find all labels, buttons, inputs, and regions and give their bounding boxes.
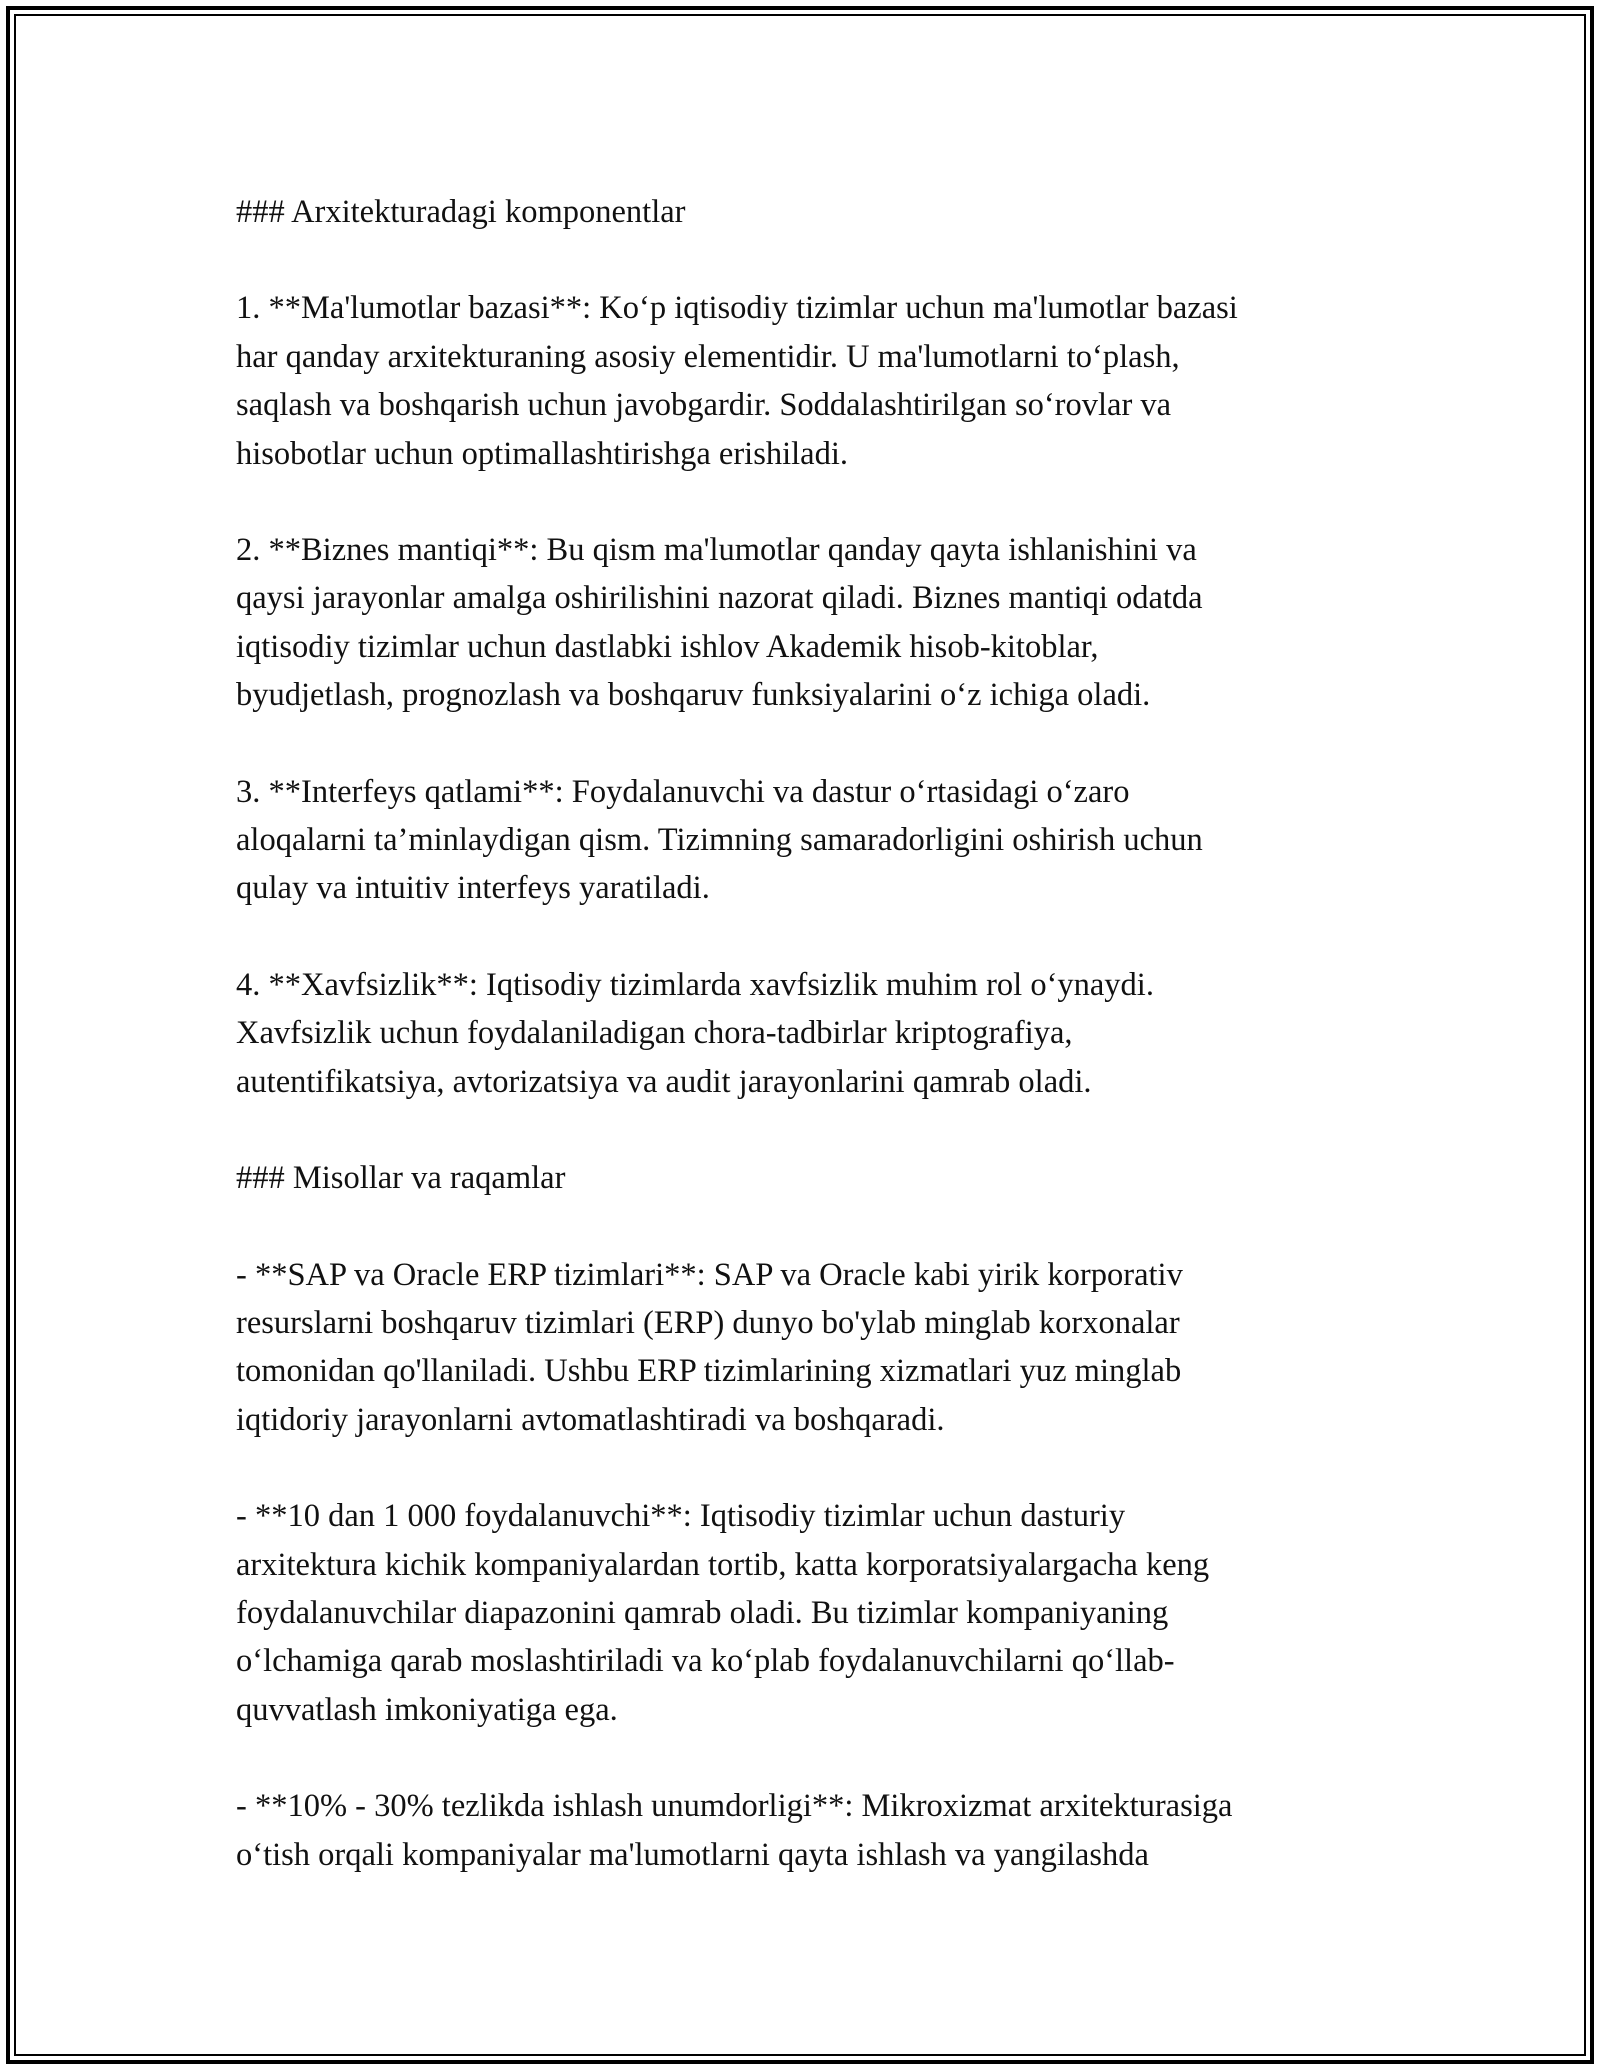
paragraph-line: iqtidoriy jarayonlarni avtomatlashtiradi va boshqaradi. bbox=[236, 1401, 945, 1438]
paragraph-line: foydalanuvchilar diapazonini qamrab oladi. Bu tizimlar kompaniyaning bbox=[236, 1594, 1169, 1631]
document-body bbox=[236, 188, 1396, 1927]
paragraph-line: o‘lchamiga qarab moslashtiriladi va ko‘plab foydalanuvchilarni qo‘llab- bbox=[236, 1643, 1175, 1680]
paragraph-line: quvvatlash imkoniyatiga ega. bbox=[236, 1691, 618, 1728]
paragraph-line: 3. **Interfeys qatlami**: Foydalanuvchi va dastur o‘rtasidagi o‘zaro bbox=[236, 773, 1130, 810]
paragraph-line: arxitektura kichik kompaniyalardan tortib, katta korporatsiyalargacha keng bbox=[236, 1546, 1210, 1583]
section-heading-examples bbox=[236, 1154, 1396, 1202]
paragraph-line: qulay va intuitiv interfeys yaratiladi. bbox=[236, 870, 710, 907]
paragraph-users-range bbox=[236, 1492, 1396, 1734]
section-heading-components bbox=[236, 188, 1396, 236]
heading-line: ### Arxitekturadagi komponentlar bbox=[236, 194, 686, 230]
paragraph-line: - **SAP va Oracle ERP tizimlari**: SAP va Oracle kabi yirik korporativ bbox=[236, 1256, 1183, 1293]
paragraph-line: 1. **Ma'lumotlar bazasi**: Ko‘p iqtisodiy tizimlar uchun ma'lumotlar bazasi bbox=[236, 290, 1238, 327]
paragraph-line: - **10 dan 1 000 foydalanuvchi**: Iqtisodiy tizimlar uchun dasturiy bbox=[236, 1498, 1126, 1535]
paragraph-line: byudjetlash, prognozlash va boshqaruv funksiyalarini o‘z ichiga oladi. bbox=[236, 677, 1151, 714]
paragraph-line: iqtisodiy tizimlar uchun dastlabki ishlov Akademik hisob-kitoblar, bbox=[236, 628, 1099, 665]
paragraph-security bbox=[236, 961, 1396, 1106]
paragraph-database bbox=[236, 284, 1396, 478]
paragraph-interface-layer bbox=[236, 768, 1396, 913]
heading-line: ### Misollar va raqamlar bbox=[236, 1160, 566, 1197]
paragraph-line: saqlash va boshqarish uchun javobgardir. Soddalashtirilgan so‘rovlar va bbox=[236, 387, 1172, 424]
paragraph-line: autentifikatsiya, avtorizatsiya va audit jarayonlarini qamrab oladi. bbox=[236, 1063, 1092, 1100]
paragraph-line: - **10% - 30% tezlikda ishlash unumdorligi**: Mikroxizmat arxitekturasiga bbox=[236, 1788, 1233, 1825]
paragraph-line: o‘tish orqali kompaniyalar ma'lumotlarni qayta ishlash va yangilashda bbox=[236, 1836, 1149, 1873]
paragraph-line: resurslarni boshqaruv tizimlari (ERP) dunyo bo'ylab minglab korxonalar bbox=[236, 1304, 1180, 1341]
paragraph-line: qaysi jarayonlar amalga oshirilishini nazorat qiladi. Biznes mantiqi odatda bbox=[236, 580, 1203, 617]
paragraph-line: hisobotlar uchun optimallashtirishga erishiladi. bbox=[236, 435, 848, 472]
paragraph-sap-oracle bbox=[236, 1251, 1396, 1445]
paragraph-performance bbox=[236, 1782, 1396, 1879]
paragraph-business-logic bbox=[236, 526, 1396, 720]
paragraph-line: aloqalarni ta’minlaydigan qism. Tizimning samaradorligini oshirish uchun bbox=[236, 822, 1203, 859]
paragraph-line: Xavfsizlik uchun foydalaniladigan chora-tadbirlar kriptografiya, bbox=[236, 1015, 1073, 1052]
paragraph-line: 4. **Xavfsizlik**: Iqtisodiy tizimlarda xavfsizlik muhim rol o‘ynaydi. bbox=[236, 966, 1154, 1003]
paragraph-line: 2. **Biznes mantiqi**: Bu qism ma'lumotlar qanday qayta ishlanishini va bbox=[236, 532, 1197, 569]
paragraph-line: har qanday arxitekturaning asosiy elementidir. U ma'lumotlarni to‘plash, bbox=[236, 338, 1180, 375]
paragraph-line: tomonidan qo'llaniladi. Ushbu ERP tizimlarining xizmatlari yuz minglab bbox=[236, 1353, 1182, 1390]
